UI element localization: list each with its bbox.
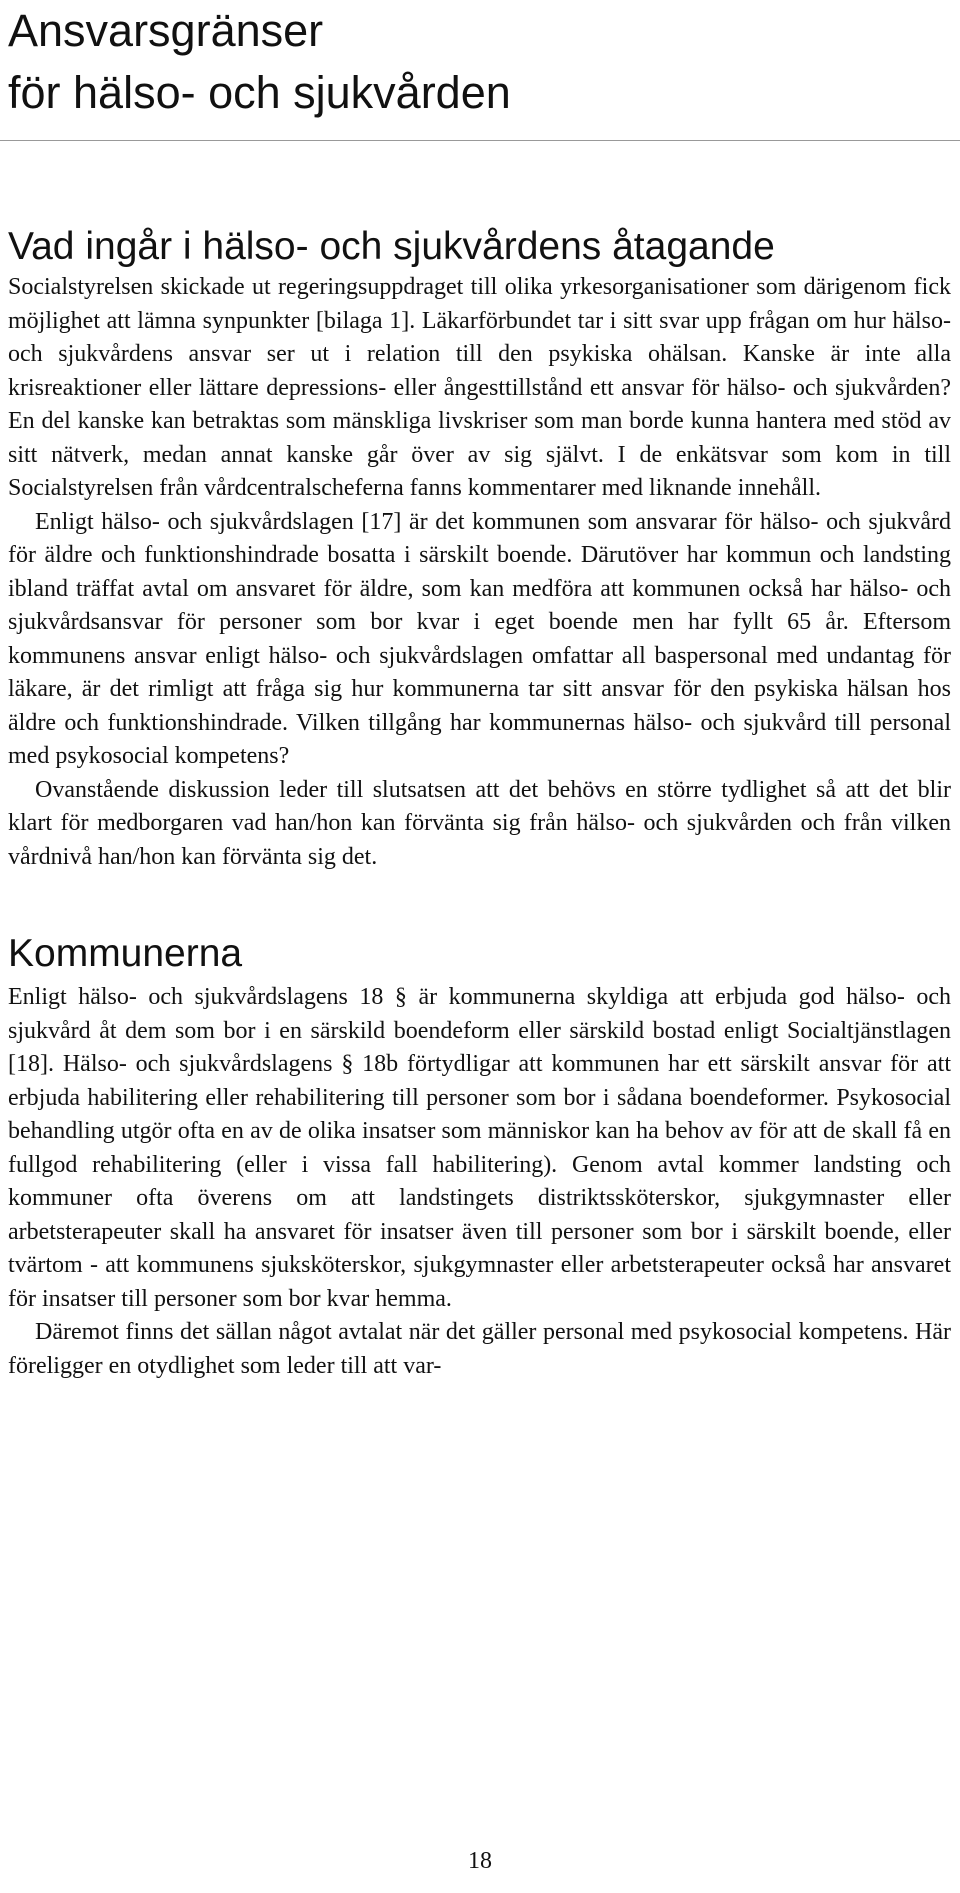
page-title (8, 0, 511, 124)
section-heading: Vad ingår i hälso- och sjukvårdens åtagande (8, 225, 775, 268)
section-body (8, 981, 951, 1383)
page-title-line: Ansvarsgränser (8, 5, 324, 56)
section-heading: Kommunerna (8, 932, 243, 975)
section-body (8, 271, 951, 874)
paragraph: Ovanstående diskussion leder till slutsatsen att det behövs en större tydlighet så att det blir klart för medborgaren vad han/hon kan förvänta sig från hälso- och sjukvården och från vilken vårdnivå han/hon kan förvänta sig det. (8, 776, 951, 870)
paragraph: Enligt hälso- och sjukvårdslagen [17] är det kommunen som ansvarar för hälso- och sjukvård för äldre och funktionshindrade bosatta i särskilt boende. Därutöver har kommun och landsting ibland träffat avtal om ansvaret för äldre, som kan medföra att kommunen också har hälso- och sjukvårdsansvar för personer som bor kvar i eget boende men har fyllt 65 år. Eftersom kommunens ansvar enligt hälso- och sjukvårdslagen omfattar all baspersonal med undantag för läkare, är det rimligt att fråga sig hur kommunerna tar sitt ansvar för den psykiska hälsan hos äldre och funktionshindrade. Vilken tillgång har kommunernas hälso- och sjukvård till personal med psykosocial kompetens? (8, 508, 951, 769)
title-divider (0, 140, 960, 141)
page-number: 18 (468, 1848, 492, 1874)
page-title-line: för hälso- och sjukvården (8, 67, 511, 118)
paragraph: Däremot finns det sällan något avtalat när det gäller personal med psykosocial kompetens. Här föreligger en otydlighet som leder till att var- (8, 1319, 951, 1379)
paragraph: Enligt hälso- och sjukvårdslagens 18 § är kommunerna skyldiga att erbjuda god hälso- och sjukvård åt dem som bor i en särskild boendeform eller särskild bostad enligt Socialtjänstlagen [18]. Hälso- och sjukvårdslagens § 18b förtydligar att kommunen har ett särskilt ansvar för att erbjuda habilitering eller rehabilitering till personer som bor i sådana boendeformer. Psykosocial behandling utgör ofta en av de olika insatser som människor kan ha behov av för att de skall få en fullgod rehabilitering (eller i vissa fall habilitering). Genom avtal kommer landsting och kommuner ofta överens om att landstingets distriktssköterskor, sjukgymnaster eller arbetsterapeuter skall ha ansvaret för insatser även till personer som bor i särskilt boende, eller tvärtom - att kommunens sjuksköterskor, sjukgymnaster eller arbetsterapeuter också har ansvaret för insatser till personer som bor kvar hemma. (8, 984, 951, 1312)
paragraph: Socialstyrelsen skickade ut regeringsuppdraget till olika yrkesorganisationer som därigenom fick möjlighet att lämna synpunkter [bilaga 1]. Läkarförbundet tar i sitt svar upp frågan om hur hälso- och sjukvårdens ansvar ser ut i relation till den psykiska ohälsan. Kanske är inte alla krisreaktioner eller lättare depressions- eller ångesttillstånd ett ansvar för hälso- och sjukvården? En del kanske kan betraktas som mänskliga livskriser som man borde kunna hantera med stöd av sitt nätverk, medan annat kanske går över av sig självt. I de enkätsvar som kom in till Socialstyrelsen från vårdcentralscheferna fanns kommentarer med liknande innehåll. (8, 274, 951, 501)
